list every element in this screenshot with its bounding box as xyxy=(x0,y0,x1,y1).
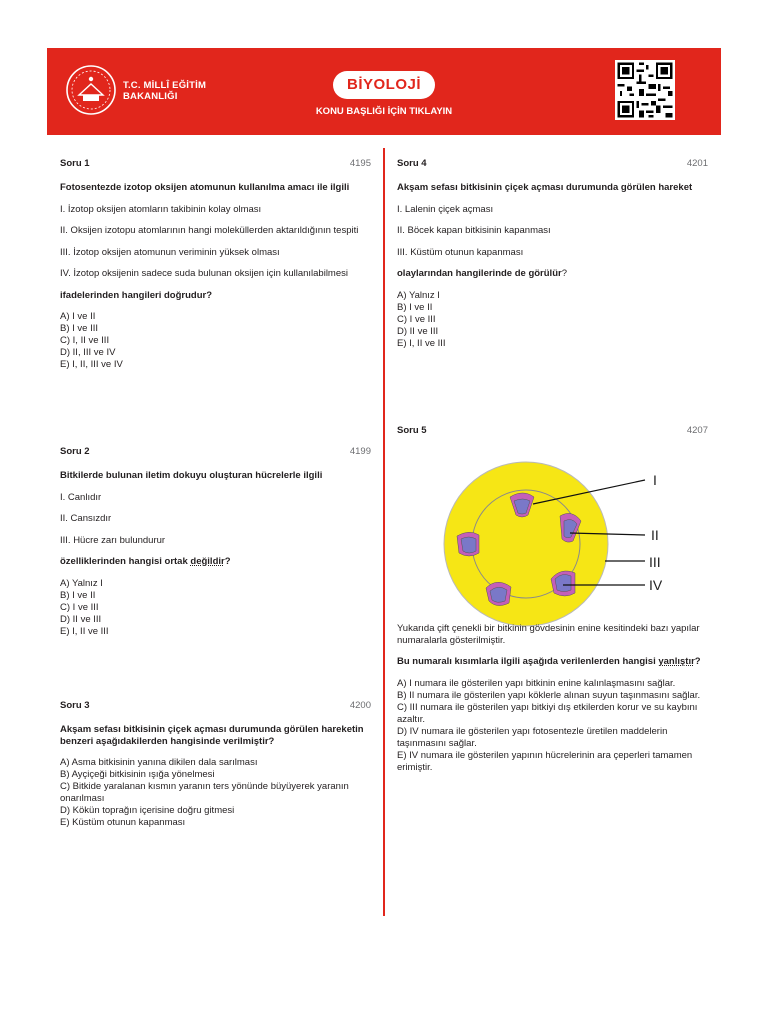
ministry-line-2: BAKANLIĞI xyxy=(123,91,178,102)
question-id: 4195 xyxy=(349,158,371,169)
statement-iii: III. İzotop oksijen atomunun veriminin yüksek olması xyxy=(60,246,280,258)
question-stem: Akşam sefası bitkisinin çiçek açması durumunda görülen hareket xyxy=(397,182,693,193)
options-list xyxy=(60,757,371,829)
ministry-name xyxy=(123,80,206,102)
option-e[interactable]: E) Küstüm otunun kapanması xyxy=(60,817,186,828)
option-e[interactable]: E) I, II ve III xyxy=(60,625,109,637)
options-list xyxy=(397,290,708,350)
subject-button[interactable]: BİYOLOJİ xyxy=(333,71,435,99)
question-prompt: ifadelerinden hangileri doğrudur? xyxy=(60,289,213,301)
question-prompt xyxy=(60,556,371,568)
option-d[interactable]: D) Kökün toprağın içerisine doğru gitmesi xyxy=(60,805,235,816)
options-list xyxy=(60,578,371,638)
question-stem: Bitkilerde bulunan iletim dokuyu oluşturan hücrelerle ilgili xyxy=(60,470,323,481)
option-c[interactable]: C) III numara ile gösterilen yapı bitkiyi dış etkilerden korur ve su kaybını azaltır. xyxy=(397,701,698,725)
column-divider xyxy=(383,148,385,916)
figure-caption: Yukarıda çift çenekli bir bitkinin gövdesinin enine kesitindeki bazı yapılar numaralarla gösterilmiştir. xyxy=(397,623,700,646)
question-3 xyxy=(60,700,371,829)
prompt-end: ? xyxy=(694,656,701,667)
question-2 xyxy=(60,446,371,638)
question-label: Soru 3 xyxy=(60,700,90,711)
question-4 xyxy=(397,158,708,350)
question-id: 4207 xyxy=(686,425,708,436)
statement-iii: III. Küstüm otunun kapanması xyxy=(397,246,524,258)
question-label: Soru 5 xyxy=(397,425,427,436)
options-list xyxy=(397,678,708,774)
option-e[interactable]: E) IV numara ile gösterilen yapının hücrelerinin ara çeperleri tamamen erimiştir. xyxy=(397,749,693,773)
statement-ii: II. Cansızdır xyxy=(60,513,112,524)
option-b[interactable]: B) II numara ile gösterilen yapı köklerle alınan suyun taşınmasını sağlar. xyxy=(397,689,701,701)
statement-i: I. İzotop oksijen atomların takibinin kolay olması xyxy=(60,203,262,215)
option-e[interactable]: E) I, II ve III xyxy=(397,337,446,349)
question-stem: Fotosentezde izotop oksijen atomunun kullanılma amacı ile ilgili xyxy=(60,182,350,193)
qr-code-icon[interactable] xyxy=(615,60,675,120)
figure-label-iv: IV xyxy=(649,577,663,593)
topic-link[interactable]: KONU BAŞLIĞI İÇİN TIKLAYIN xyxy=(315,106,453,117)
question-label: Soru 2 xyxy=(60,446,90,457)
question-id: 4200 xyxy=(349,700,371,711)
statement-i: I. Canlıdır xyxy=(60,491,102,503)
question-stem: Akşam sefası bitkisinin çiçek açması durumunda görülen hareketin benzeri aşağıdakilerden hangisinde verilmiştir? xyxy=(60,724,364,747)
question-prompt xyxy=(397,268,708,280)
question-prompt xyxy=(397,656,708,668)
option-a[interactable]: A) Yalnız I xyxy=(60,577,103,589)
question-5 xyxy=(397,425,708,773)
option-c[interactable]: C) I, II ve III xyxy=(60,335,110,346)
ministry-logo-icon xyxy=(65,64,117,116)
statement-ii: II. Böcek kapan bitkisinin kapanması xyxy=(397,225,551,236)
prompt-end: ? xyxy=(224,556,231,567)
option-a[interactable]: A) I numara ile gösterilen yapı bitkinin enine kalınlaşmasını sağlar. xyxy=(397,677,676,689)
option-b[interactable]: B) I ve III xyxy=(60,323,99,334)
option-d[interactable]: D) II, III ve IV xyxy=(60,347,116,358)
option-d[interactable]: D) IV numara ile gösterilen yapı fotosentezle üretilen maddelerin taşınmasını sağlar. xyxy=(397,725,668,749)
prompt-emphasis: yanlıştır xyxy=(658,656,695,667)
option-e[interactable]: E) I, II, III ve IV xyxy=(60,359,123,370)
question-1 xyxy=(60,158,371,371)
statement-i: I. Lalenin çiçek açması xyxy=(397,203,494,215)
prompt-emphasis: değildir xyxy=(190,556,225,567)
option-d[interactable]: D) II ve III xyxy=(397,325,439,337)
option-c[interactable]: C) Bitkide yaralanan kısmın yaranın ters yönünde büyüyerek yaranın onarılması xyxy=(60,781,349,804)
option-c[interactable]: C) I ve III xyxy=(60,601,99,613)
question-label: Soru 4 xyxy=(397,158,427,169)
options-list xyxy=(60,311,371,371)
prompt-end: ? xyxy=(561,268,567,279)
figure-label-i: I xyxy=(653,472,657,488)
figure-label-ii: II xyxy=(651,527,659,543)
option-a[interactable]: A) Asma bitkisinin yanına dikilen dala sarılması xyxy=(60,757,258,768)
prompt-text: özelliklerinden hangisi ortak xyxy=(60,556,191,567)
header-banner xyxy=(47,48,721,135)
ministry-line-1: T.C. MİLLÎ EĞİTİM xyxy=(123,80,207,91)
statement-iii: III. Hücre zarı bulundurur xyxy=(60,534,166,546)
option-d[interactable]: D) II ve III xyxy=(60,613,102,625)
option-a[interactable]: A) I ve II xyxy=(60,311,96,322)
prompt-text: olaylarından hangilerinde de görülür xyxy=(397,268,562,279)
question-label: Soru 1 xyxy=(60,158,90,169)
question-5-text xyxy=(397,623,708,774)
question-id: 4201 xyxy=(686,158,708,169)
option-b[interactable]: B) I ve II xyxy=(60,589,96,601)
question-id: 4199 xyxy=(349,446,371,457)
option-c[interactable]: C) I ve III xyxy=(397,313,436,325)
stem-cross-section-figure xyxy=(397,451,697,631)
statement-ii: II. Oksijen izotopu atomlarının hangi moleküllerden aktarıldığının tespiti xyxy=(60,225,359,236)
prompt-text: Bu numaralı kısımlarla ilgili aşağıda verilenlerden hangisi xyxy=(397,656,659,667)
statement-iv: IV. İzotop oksijenin sadece suda bulunan oksijen için kullanılabilmesi xyxy=(60,268,348,279)
option-b[interactable]: B) Ayçiçeği bitkisinin ışığa yönelmesi xyxy=(60,769,215,780)
figure-label-iii: III xyxy=(649,554,661,570)
option-b[interactable]: B) I ve II xyxy=(397,301,433,313)
option-a[interactable]: A) Yalnız I xyxy=(397,289,440,301)
